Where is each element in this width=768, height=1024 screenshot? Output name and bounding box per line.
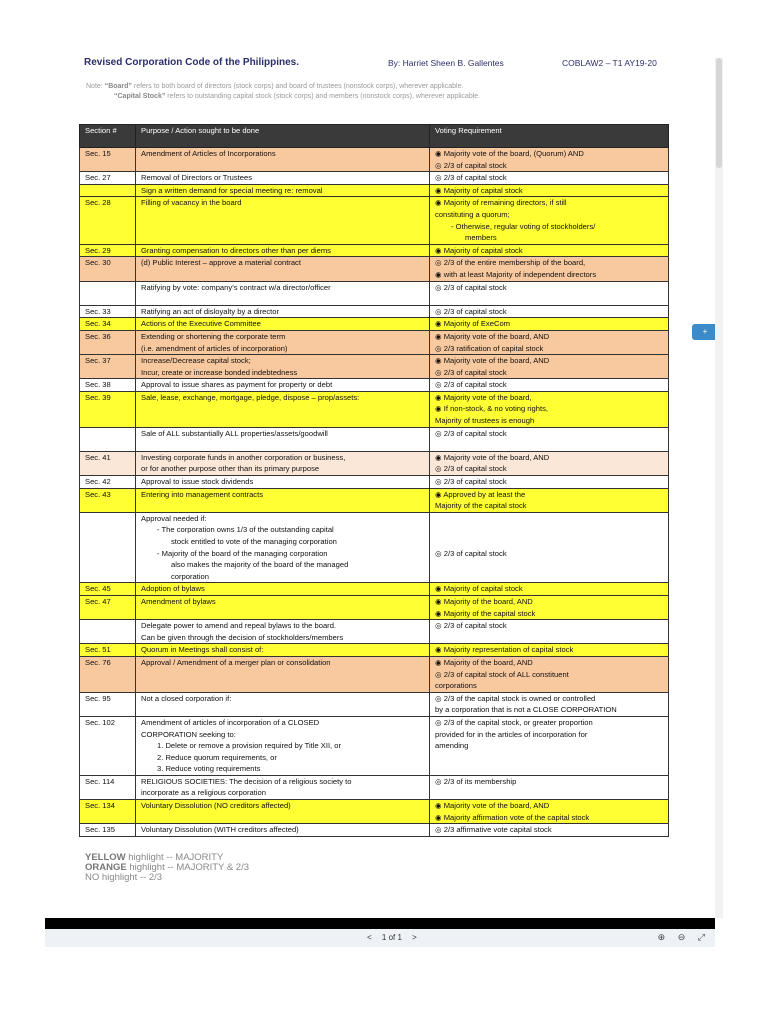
voting-line: ◎ 2/3 of capital stock <box>435 173 507 183</box>
voting-line: ◉ with at least Majority of independent directors <box>435 269 597 279</box>
voting-line <box>435 293 663 305</box>
purpose-cell <box>136 257 430 281</box>
purpose-line: Removal of Directors or Trustees <box>141 173 252 183</box>
section-cell: Sec. 134 <box>80 800 136 824</box>
section-cell: Sec. 102 <box>80 716 136 775</box>
table-row <box>80 305 669 318</box>
voting-line <box>435 763 663 775</box>
voting-line: constituting a quorum; <box>435 209 510 219</box>
section-cell: Sec. 42 <box>80 476 136 489</box>
table-row <box>80 148 669 172</box>
purpose-line <box>141 415 424 427</box>
section-cell: Sec. 76 <box>80 656 136 692</box>
voting-line: ◎ 2/3 of capital stock <box>435 548 507 558</box>
table-row <box>80 512 669 583</box>
purpose-line <box>141 812 424 824</box>
section-cell: Sec. 47 <box>80 595 136 619</box>
table-row <box>80 716 669 775</box>
voting-line: ◎ 2/3 of the capital stock is owned or controlled <box>435 693 596 703</box>
purpose-cell <box>136 716 430 775</box>
table-row <box>80 330 669 354</box>
purpose-line: Granting compensation to directors other than per diems <box>141 245 331 255</box>
section-cell: Sec. 27 <box>80 172 136 185</box>
legend-yellow: YELLOW highlight -- MAJORITY <box>85 852 224 863</box>
purpose-line <box>141 439 424 451</box>
voting-line: ◉ Majority of the board, AND <box>435 657 533 667</box>
voting-line: ◎ 2/3 of its membership <box>435 776 517 786</box>
purpose-line: 1. Delete or remove a provision required by Title XII, or <box>157 741 342 751</box>
voting-line: ◉ Majority of ExeCom <box>435 319 510 329</box>
voting-line: ◎ 2/3 affirmative vote capital stock <box>435 825 552 835</box>
zoom-out-icon[interactable]: ⊖ <box>677 932 686 942</box>
voting-line: ◉ Majority vote of the board, AND <box>435 356 550 366</box>
voting-cell <box>430 244 669 257</box>
voting-line: ◎ 2/3 of capital stock <box>435 380 507 390</box>
voting-line: by a corporation that is not a CLOSE CORPORATION <box>435 705 617 715</box>
purpose-cell <box>136 692 430 716</box>
purpose-line: Delegate power to amend and repeal bylaws to the board. <box>141 621 337 631</box>
purpose-line: or for another purpose other than its primary purpose <box>141 464 320 474</box>
voting-line: ◉ Majority affirmation vote of the capital stock <box>435 812 590 822</box>
header-section: Section # <box>80 125 136 148</box>
voting-cell <box>430 379 669 392</box>
section-cell: Sec. 29 <box>80 244 136 257</box>
purpose-cell <box>136 451 430 475</box>
note-capital-stock: “Capital Stock” refers to outstanding capital stock (stock corps) and members (nonstock corps), wherever applicable. <box>114 93 481 100</box>
voting-cell <box>430 257 669 281</box>
purpose-cell <box>136 318 430 331</box>
purpose-cell <box>136 172 430 185</box>
voting-line <box>435 439 663 451</box>
voting-cell <box>430 184 669 197</box>
purpose-line: Investing corporate funds in another corporation or business, <box>141 452 346 462</box>
purpose-cell <box>136 184 430 197</box>
table-row <box>80 824 669 837</box>
voting-line: ◎ 2/3 of the capital stock, or greater proportion <box>435 717 593 727</box>
section-cell: Sec. 33 <box>80 305 136 318</box>
purpose-line <box>141 293 424 305</box>
purpose-cell <box>136 148 430 172</box>
voting-line <box>435 752 663 764</box>
purpose-cell <box>136 355 430 379</box>
table-row <box>80 644 669 657</box>
table-row <box>80 692 669 716</box>
voting-line: ◎ 2/3 of capital stock <box>435 428 507 438</box>
voting-line <box>435 571 663 583</box>
purpose-line: Ratifying by vote: company’s contract w/a director/officer <box>141 282 331 292</box>
section-cell: Sec. 114 <box>80 775 136 799</box>
purpose-cell <box>136 330 430 354</box>
voting-line: ◎ 2/3 of the entire membership of the board, <box>435 258 586 268</box>
table-row <box>80 257 669 281</box>
voting-line <box>435 559 663 571</box>
purpose-line: Sale of ALL substantially ALL properties/assets/goodwill <box>141 428 328 438</box>
purpose-line: Amendment of Articles of Incorporations <box>141 149 276 158</box>
purpose-line: Entering into management contracts <box>141 489 263 499</box>
purpose-cell <box>136 595 430 619</box>
purpose-cell <box>136 391 430 427</box>
voting-line: ◎ 2/3 of capital stock <box>435 282 507 292</box>
voting-line: provided for in the articles of incorporation for <box>435 729 588 739</box>
purpose-cell <box>136 644 430 657</box>
prev-page-button[interactable]: < <box>367 933 372 942</box>
voting-line: ◉ Approved by at least the <box>435 489 526 499</box>
document-author: By: Harriet Sheen B. Gallentes <box>388 58 504 68</box>
voting-cell <box>430 595 669 619</box>
purpose-line: 3. Reduce voting requirements <box>157 764 261 774</box>
voting-line: Majority of the capital stock <box>435 501 527 511</box>
voting-cell <box>430 451 669 475</box>
voting-line: ◉ Majority of the capital stock <box>435 608 536 618</box>
voting-cell <box>430 716 669 775</box>
scrollbar-thumb[interactable] <box>716 58 722 168</box>
purpose-cell <box>136 656 430 692</box>
section-cell: Sec. 45 <box>80 583 136 596</box>
viewer-toolbar <box>45 929 715 947</box>
course-code: COBLAW2 – T1 AY19-20 <box>562 58 657 68</box>
pager <box>363 933 421 942</box>
purpose-cell <box>136 305 430 318</box>
table-row <box>80 281 669 305</box>
purpose-line: Voluntary Dissolution (WITH creditors affected) <box>141 825 299 835</box>
purpose-line: Not a closed corporation if: <box>141 693 232 703</box>
table-row <box>80 583 669 596</box>
table-row <box>80 391 669 427</box>
voting-line: ◉ Majority of capital stock <box>435 245 523 255</box>
header-purpose: Purpose / Action sought to be done <box>136 125 430 148</box>
purpose-line: (i.e. amendment of articles of incorporation) <box>141 343 288 353</box>
voting-requirements-table <box>79 124 669 837</box>
purpose-line: Approval needed if: <box>141 513 207 523</box>
purpose-line <box>141 232 424 244</box>
purpose-line: Quorum in Meetings shall consist of: <box>141 645 264 655</box>
voting-line: ◉ If non-stock, & no voting rights, <box>435 404 548 414</box>
table-row <box>80 595 669 619</box>
purpose-line: (d) Public Interest – approve a material contract <box>141 258 301 268</box>
section-cell: Sec. 37 <box>80 355 136 379</box>
voting-cell <box>430 330 669 354</box>
purpose-line: Increase/Decrease capital stock; <box>141 356 251 366</box>
section-cell: Sec. 34 <box>80 318 136 331</box>
section-cell <box>80 620 136 644</box>
purpose-line: incorporate as a religious corporation <box>141 788 266 798</box>
voting-line: Majority of trustees is enough <box>435 416 535 426</box>
voting-cell <box>430 197 669 244</box>
section-cell: Sec. 28 <box>80 197 136 244</box>
section-cell: Sec. 51 <box>80 644 136 657</box>
purpose-cell <box>136 244 430 257</box>
table-row <box>80 318 669 331</box>
section-cell: Sec. 30 <box>80 257 136 281</box>
voting-line: ◎ 2/3 of capital stock <box>435 367 507 377</box>
table-row <box>80 379 669 392</box>
voting-cell <box>430 692 669 716</box>
purpose-line: Incur, create or increase bonded indebtedness <box>141 367 298 377</box>
purpose-line: Extending or shortening the corporate term <box>141 331 286 341</box>
purpose-line: CORPORATION seeking to: <box>141 729 236 739</box>
voting-cell <box>430 148 669 172</box>
purpose-line: RELIGIOUS SOCIETIES: The decision of a religious society to <box>141 776 352 786</box>
section-cell <box>80 512 136 583</box>
voting-line: ◉ Majority vote of the board, AND <box>435 801 550 811</box>
purpose-line: Actions of the Executive Committee <box>141 319 261 329</box>
voting-line <box>435 513 663 525</box>
table-row <box>80 476 669 489</box>
table-row <box>80 800 669 824</box>
voting-cell <box>430 824 669 837</box>
voting-line: ◉ Majority of the board, AND <box>435 596 533 606</box>
purpose-line: Sale, lease, exchange, mortgage, pledge, dispose – prop/assets: <box>141 392 360 402</box>
voting-line: ◉ Majority of remaining directors, if still <box>435 198 567 208</box>
voting-line: ◉ Majority vote of the board, <box>435 392 532 402</box>
viewer-divider <box>45 918 715 929</box>
voting-line: ◉ Majority representation of capital stock <box>435 645 574 655</box>
purpose-cell <box>136 620 430 644</box>
voting-cell <box>430 644 669 657</box>
purpose-line: Adoption of bylaws <box>141 584 205 594</box>
table-row <box>80 244 669 257</box>
voting-cell <box>430 172 669 185</box>
section-cell <box>80 281 136 305</box>
voting-line: members <box>465 233 497 243</box>
table-row <box>80 355 669 379</box>
voting-line: corporations <box>435 681 477 691</box>
purpose-line <box>141 500 424 512</box>
table-row <box>80 197 669 244</box>
voting-line: ◎ 2/3 of capital stock <box>435 160 507 170</box>
voting-cell <box>430 488 669 512</box>
voting-line: ◉ Majority vote of the board, AND <box>435 452 550 462</box>
purpose-line: Ratifying an act of disloyalty by a director <box>141 306 280 316</box>
table-header-row <box>80 125 669 148</box>
section-cell: Sec. 41 <box>80 451 136 475</box>
voting-line: ◎ 2/3 of capital stock <box>435 464 507 474</box>
purpose-line: Approval to issue shares as payment for property or debt <box>141 380 333 390</box>
voting-cell <box>430 620 669 644</box>
voting-cell <box>430 656 669 692</box>
purpose-line: Voluntary Dissolution (NO creditors affected) <box>141 801 291 811</box>
voting-line: ◎ 2/3 of capital stock <box>435 477 507 487</box>
section-cell <box>80 427 136 451</box>
note-board: Note: “Board” refers to both board of directors (stock corps) and board of trustees (nonstock corps), wherever applicable. <box>86 83 464 90</box>
purpose-cell <box>136 197 430 244</box>
voting-cell <box>430 583 669 596</box>
section-cell: Sec. 135 <box>80 824 136 837</box>
voting-cell <box>430 391 669 427</box>
voting-cell <box>430 800 669 824</box>
fit-page-icon[interactable]: ⤢ <box>697 932 705 942</box>
voting-line: amending <box>435 741 469 751</box>
purpose-line: 2. Reduce quorum requirements, or <box>157 752 277 762</box>
section-cell: Sec. 38 <box>80 379 136 392</box>
voting-line <box>435 536 663 548</box>
voting-line: ◉ Majority of capital stock <box>435 185 523 195</box>
purpose-line: Amendment of articles of incorporation of a CLOSED <box>141 717 320 727</box>
next-page-button[interactable]: > <box>412 933 417 942</box>
section-cell: Sec. 95 <box>80 692 136 716</box>
header-voting: Voting Requirement <box>430 125 669 148</box>
voting-line: ◉ Majority vote of the board, AND <box>435 331 550 341</box>
table-row <box>80 775 669 799</box>
purpose-line: Amendment of bylaws <box>141 596 216 606</box>
voting-line <box>435 632 663 644</box>
purpose-cell <box>136 427 430 451</box>
legend <box>85 853 249 883</box>
table-row <box>80 451 669 475</box>
purpose-line: Filling of vacancy in the board <box>141 198 242 208</box>
zoom-controls <box>648 932 705 943</box>
legend-none: NO highlight -- 2/3 <box>85 872 163 883</box>
legend-orange: ORANGE highlight -- MAJORITY & 2/3 <box>85 862 250 873</box>
purpose-line <box>141 680 424 692</box>
voting-cell <box>430 427 669 451</box>
purpose-cell <box>136 476 430 489</box>
voting-cell <box>430 476 669 489</box>
purpose-line: - Majority of the board of the managing corporation <box>157 548 328 558</box>
table-row <box>80 620 669 644</box>
purpose-cell <box>136 824 430 837</box>
voting-line <box>435 787 663 799</box>
notes <box>86 82 480 102</box>
document-title: Revised Corporation Code of the Philippines. <box>84 57 300 68</box>
table-row <box>80 172 669 185</box>
table-row <box>80 656 669 692</box>
voting-line: ◎ 2/3 of capital stock <box>435 306 507 316</box>
purpose-line <box>141 669 424 681</box>
purpose-line: Can be given through the decision of stockholders/members <box>141 632 344 642</box>
purpose-cell <box>136 775 430 799</box>
purpose-cell <box>136 800 430 824</box>
voting-cell <box>430 281 669 305</box>
purpose-line <box>141 403 424 415</box>
purpose-line: - The corporation owns 1/3 of the outstanding capital <box>157 525 334 535</box>
table-row <box>80 184 669 197</box>
table-row <box>80 488 669 512</box>
voting-cell <box>430 775 669 799</box>
zoom-in-icon[interactable]: ⊕ <box>657 932 666 942</box>
purpose-cell <box>136 512 430 583</box>
purpose-cell <box>136 583 430 596</box>
section-cell: Sec. 36 <box>80 330 136 354</box>
voting-line: ◉ Majority vote of the board, (Quorum) AND <box>435 149 584 158</box>
purpose-line <box>141 221 424 233</box>
section-cell: Sec. 43 <box>80 488 136 512</box>
voting-line: ◎ 2/3 of capital stock of ALL constituent <box>435 669 569 679</box>
purpose-cell <box>136 281 430 305</box>
scrollbar[interactable] <box>715 58 723 918</box>
table-body <box>80 148 669 837</box>
purpose-line: Approval / Amendment of a merger plan or consolidation <box>141 657 331 667</box>
page-indicator: 1 of 1 <box>381 933 402 942</box>
voting-line: - Otherwise, regular voting of stockholders/ <box>451 221 596 231</box>
section-cell: Sec. 15 <box>80 148 136 172</box>
voting-line: ◎ 2/3 ratification of capital stock <box>435 343 544 353</box>
purpose-line: stock entitled to vote of the managing corporation <box>171 537 337 546</box>
voting-line: ◎ 2/3 of capital stock <box>435 621 507 631</box>
voting-cell <box>430 305 669 318</box>
purpose-line: corporation <box>171 571 209 581</box>
voting-cell <box>430 512 669 583</box>
purpose-line: also makes the majority of the board of the managed <box>171 560 349 570</box>
purpose-line: Sign a written demand for special meeting re: removal <box>141 185 323 195</box>
voting-cell <box>430 355 669 379</box>
purpose-line: Approval to issue stock dividends <box>141 477 254 487</box>
purpose-line <box>141 704 424 716</box>
voting-line: ◉ Majority of capital stock <box>435 584 523 594</box>
section-cell <box>80 184 136 197</box>
purpose-cell <box>136 379 430 392</box>
side-panel-tab[interactable]: + <box>692 324 718 340</box>
section-cell: Sec. 39 <box>80 391 136 427</box>
voting-cell <box>430 318 669 331</box>
voting-line <box>435 524 663 536</box>
purpose-line <box>141 209 424 221</box>
purpose-line <box>141 608 424 620</box>
purpose-cell <box>136 488 430 512</box>
table-row <box>80 427 669 451</box>
